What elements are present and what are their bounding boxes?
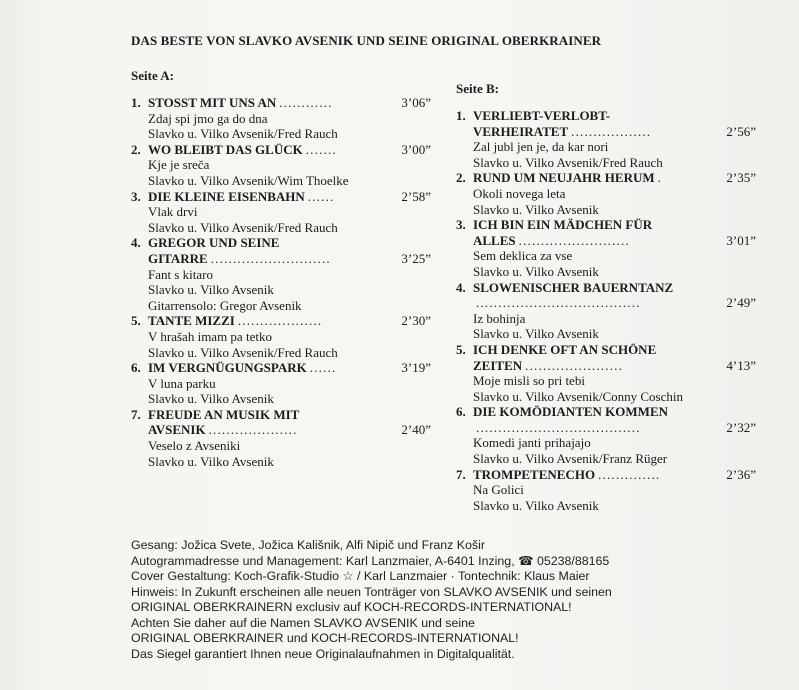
track-title: VERHEIRATET	[473, 123, 569, 139]
track-title: FREUDE AN MUSIK MIT	[148, 406, 300, 422]
footer-line: ORIGINAL OBERKRAINER und KOCH-RECORDS-INTERNATIONAL!	[131, 631, 519, 645]
track-credit-line: Slavko u. Vilko Avsenik/Conny Coschin	[473, 388, 683, 404]
leader-dots: ..............	[598, 466, 661, 482]
track-duration: 4’13”	[726, 357, 756, 373]
track-item	[131, 95, 431, 142]
track-item	[131, 235, 431, 313]
footer-line: Cover Gestaltung: Koch-Grafik-Studio ☆ / Karl Lanzmaier · Tontechnik: Klaus Maier	[131, 569, 590, 583]
track-title: GREGOR UND SEINE	[148, 235, 280, 251]
footer-line: Autogrammadresse und Management: Karl Lanzmaier, A-6401 Inzing, ☎ 05238/88165	[131, 553, 610, 568]
track-number: 7.	[131, 406, 141, 422]
track-duration: 2’35”	[726, 170, 756, 186]
track-credit-line: Na Golici	[473, 482, 524, 498]
track-credit-line: Slavko u. Vilko Avsenik/Franz Rüger	[473, 451, 668, 467]
track-title: GITARRE	[148, 250, 208, 266]
track-title-line	[456, 342, 756, 358]
track-duration: 2’36”	[726, 466, 756, 482]
track-duration: 2’32”	[726, 419, 756, 435]
track-title-line	[131, 313, 431, 329]
leader-dots: .	[657, 170, 663, 186]
track-title-line	[456, 358, 756, 374]
track-credit-line: Gitarrensolo: Gregor Avsenik	[148, 297, 302, 313]
credits-footer	[131, 538, 612, 662]
track-title-line	[456, 108, 756, 124]
leader-dots: .......	[305, 141, 337, 157]
track-item	[131, 142, 431, 189]
track-duration: 3’19”	[401, 360, 431, 376]
track-credit-line: Komedi janti prihajajo	[473, 435, 591, 451]
track-credit-line: Slavko u. Vilko Avsenik	[148, 282, 274, 298]
leader-dots: ............	[279, 95, 333, 110]
track-item	[131, 407, 431, 469]
track-credit-line: Okoli novega leta	[473, 185, 566, 201]
track-item	[131, 313, 431, 360]
track-item	[131, 360, 431, 407]
leader-dots: ..................	[571, 123, 652, 139]
track-credit-line: V luna parku	[148, 375, 216, 391]
leader-dots: ......	[307, 188, 335, 204]
track-number: 6.	[456, 404, 466, 420]
track-credit-line: Slavko u. Vilko Avsenik	[148, 391, 274, 407]
side-a-tracklist	[131, 95, 431, 469]
leader-dots: .....................................	[476, 295, 641, 311]
track-item	[456, 217, 756, 279]
side-a-heading: Seite A:	[131, 68, 174, 83]
track-title: AVSENIK	[148, 422, 206, 438]
track-duration: 2’49”	[726, 295, 756, 311]
track-number: 4.	[456, 279, 466, 295]
track-title: ICH DENKE OFT AN SCHÖNE	[473, 341, 657, 357]
track-credit-line: Veselo z Avseniki	[148, 438, 241, 454]
track-number: 5.	[131, 313, 141, 329]
track-title-line	[131, 422, 431, 438]
track-credit-line: Slavko u. Vilko Avsenik	[473, 263, 599, 279]
track-number: 7.	[456, 466, 466, 482]
track-title-line	[456, 467, 756, 483]
track-duration: 3’06”	[401, 95, 431, 110]
footer-line: Achten Sie daher auf die Namen SLAVKO AVSENIK und seine	[131, 615, 475, 630]
track-title: DIE KOMÖDIANTEN KOMMEN	[473, 404, 668, 420]
track-title: VERLIEBT-VERLOBT-	[473, 108, 611, 123]
track-title-line	[131, 189, 431, 205]
footer-line: Gesang: Jožica Svete, Jožica Kališnik, Alfi Nipič und Franz Košir	[131, 538, 485, 552]
leader-dots: ......	[309, 360, 337, 376]
track-credit-line: Fant s kitaro	[148, 266, 213, 282]
track-credit-line: Zdaj spi jmo ga do dna	[148, 110, 268, 126]
track-item	[131, 189, 431, 236]
track-number: 2.	[131, 141, 141, 157]
track-duration: 3’25”	[401, 250, 431, 266]
track-title-line	[456, 217, 756, 233]
track-credit-line: Slavko u. Vilko Avsenik/Wim Thoelke	[148, 172, 349, 188]
track-title: IM VERGNÜGUNGSPARK	[148, 360, 307, 376]
side-b-heading: Seite B:	[456, 81, 499, 96]
track-item	[456, 467, 756, 514]
track-duration: 2’56”	[726, 123, 756, 139]
track-credit-line: Slavko u. Vilko Avsenik	[148, 453, 274, 469]
track-title-line	[456, 170, 756, 186]
track-credit-line: Slavko u. Vilko Avsenik/Fred Rauch	[148, 344, 338, 360]
track-credit-line: Iz bohinja	[473, 310, 526, 326]
track-title: TANTE MIZZI	[148, 313, 235, 329]
track-number: 1.	[131, 95, 141, 110]
track-item	[456, 404, 756, 466]
leader-dots: ...................	[237, 313, 323, 329]
track-title-line	[131, 142, 431, 158]
track-title: WO BLEIBT DAS GLÜCK	[148, 141, 303, 157]
track-duration: 2’58”	[401, 188, 431, 204]
track-title-line	[456, 280, 756, 296]
leader-dots: .........................	[518, 232, 630, 248]
track-title: ALLES	[473, 232, 516, 248]
track-title-line	[131, 95, 431, 111]
track-item	[456, 170, 756, 217]
track-number: 4.	[131, 235, 141, 251]
track-credit-line: Slavko u. Vilko Avsenik	[473, 497, 599, 513]
track-credit-line: Slavko u. Vilko Avsenik/Fred Rauch	[148, 219, 338, 235]
track-title: STOSST MIT UNS AN	[148, 95, 277, 110]
track-title: DIE KLEINE EISENBAHN	[148, 188, 305, 204]
track-item	[456, 342, 756, 404]
leader-dots: ......................	[525, 357, 624, 373]
footer-line: ORIGINAL OBERKRAINERN exclusiv auf KOCH-RECORDS-INTERNATIONAL!	[131, 600, 572, 614]
track-title-line	[131, 251, 431, 267]
track-number: 2.	[456, 170, 466, 186]
track-title-line	[456, 420, 756, 436]
track-credit-line: Slavko u. Vilko Avsenik	[473, 326, 599, 342]
track-credit-line: Sem deklica za vse	[473, 248, 573, 264]
track-number: 6.	[131, 360, 141, 376]
track-number: 3.	[131, 188, 141, 204]
track-credit-line: Moje misli so pri tebi	[473, 373, 585, 389]
footer-line: Hinweis: In Zukunft erscheinen alle neuen Tonträger von SLAVKO AVSENIK und seinen	[131, 584, 612, 599]
track-credit-line: Slavko u. Vilko Avsenik	[473, 201, 599, 217]
track-title-line	[456, 295, 756, 311]
track-number: 1.	[456, 108, 466, 123]
track-credit-line: Slavko u. Vilko Avsenik/Fred Rauch	[473, 154, 663, 170]
track-duration: 3’01”	[726, 232, 756, 248]
track-duration: 2’30”	[401, 313, 431, 329]
track-title-line	[456, 404, 756, 420]
leader-dots: .....................................	[476, 419, 641, 435]
track-credit-line: Zal jubl jen je, da kar nori	[473, 139, 609, 155]
track-title-line	[131, 407, 431, 423]
track-credit-line: V hrašah imam pa tetko	[148, 328, 272, 344]
track-duration: 2’40”	[401, 422, 431, 438]
footer-line: Das Siegel garantiert Ihnen neue Originalaufnahmen in Digitalqualität.	[131, 646, 515, 661]
track-title: RUND UM NEUJAHR HERUM	[473, 170, 655, 186]
track-duration: 3’00”	[401, 141, 431, 157]
track-number: 5.	[456, 341, 466, 357]
track-item	[456, 108, 756, 170]
leader-dots: ....................	[208, 422, 298, 438]
track-title: ZEITEN	[473, 357, 523, 373]
leader-dots: ...........................	[210, 250, 331, 266]
album-title: DAS BESTE VON SLAVKO AVSENIK UND SEINE ORIGINAL OBERKRAINER	[131, 33, 602, 48]
track-title-line	[456, 233, 756, 249]
track-title-line	[456, 124, 756, 140]
track-title: ICH BIN EIN MÄDCHEN FÜR	[473, 217, 653, 233]
track-title: TROMPETENECHO	[473, 466, 596, 482]
track-credit-line: Vlak drvi	[148, 204, 198, 220]
track-title-line	[131, 235, 431, 251]
track-number: 3.	[456, 217, 466, 233]
track-title: SLOWENISCHER BAUERNTANZ	[473, 279, 674, 295]
track-title-line	[131, 360, 431, 376]
side-b-tracklist	[456, 108, 756, 513]
track-credit-line: Slavko u. Vilko Avsenik/Fred Rauch	[148, 126, 338, 142]
track-item	[456, 280, 756, 342]
track-credit-line: Kje je sreča	[148, 157, 210, 173]
